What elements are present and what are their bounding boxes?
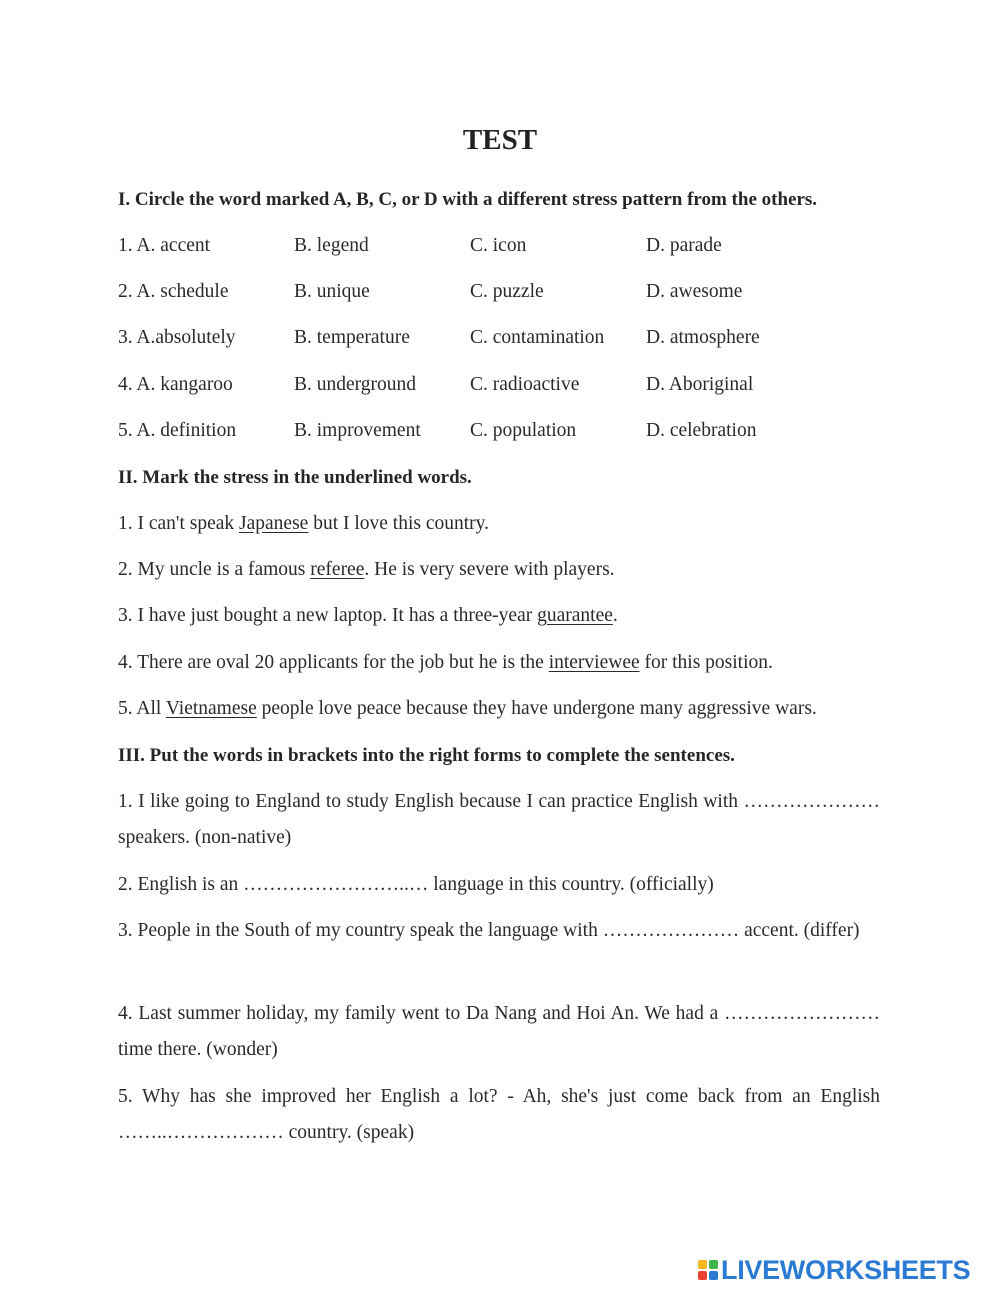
option-d: D. celebration [646,420,757,441]
sentence [118,559,615,581]
option-a: 3. A.absolutely [118,327,236,348]
exercise-sentence: 4. Last summer holiday, my family went to Da Nang and Hoi An. We had a …………………… time there. (wonder) [118,1003,880,1060]
liveworksheets-logo[interactable] [698,1254,970,1286]
sentence [118,698,817,720]
liveworksheets-logo-icon [698,1260,718,1280]
sentence [118,652,773,674]
option-a: 1. A. accent [118,235,211,256]
exercise-sentence: 1. I like going to England to study English because I can practice English with ………………… speakers. (non-native) [118,791,880,848]
exercise-sentence: 2. English is an ……………………..… language in this country. (officially) [118,874,714,895]
question-row [118,281,898,309]
option-c: C. contamination [470,327,605,348]
option-b: B. legend [294,235,369,256]
underlined-word: Vietnamese [165,698,257,719]
question-row [118,420,898,448]
option-c: C. radioactive [470,374,580,395]
underlined-word: referee [310,559,365,580]
question-row [118,327,898,355]
sentence [118,513,489,535]
option-b: B. temperature [294,327,410,348]
logo-text: LIVEWORKSHEETS [721,1254,971,1285]
sentence [118,605,618,627]
section-2-heading: II. Mark the stress in the underlined words. [118,467,472,488]
sentence-text: people love peace because they have undergone many aggressive wars. [256,698,817,719]
sentence-text: 1. I can't speak [118,513,240,534]
exercise-sentence: 3. People in the South of my country speak the language with ………………… accent. (differ) [118,920,860,941]
question-row [118,235,898,263]
underlined-word: guarantee [537,605,613,626]
section-3-heading: III. Put the words in brackets into the right forms to complete the sentences. [118,745,735,766]
option-b: B. improvement [294,420,421,441]
option-d: D. parade [646,235,722,256]
sentence-text: 3. I have just bought a new laptop. It has a three-year [118,605,538,626]
sentence-text: 4. There are oval 20 applicants for the job but he is the [118,652,549,673]
option-a: 2. A. schedule [118,281,229,302]
option-a: 4. A. kangaroo [118,374,233,395]
option-d: D. atmosphere [646,327,760,348]
option-b: B. unique [294,281,370,302]
page-title: TEST [462,124,538,156]
exercise-sentence: 5. Why has she improved her English a lot? - Ah, she's just come back from an English ……..……………… country. (speak) [118,1086,880,1143]
underlined-word: Japanese [239,513,309,534]
sentence-text: 5. All [118,698,166,719]
sentence-text: but I love this country. [308,513,490,534]
option-d: D. Aboriginal [646,374,754,395]
option-c: C. puzzle [470,281,544,302]
sentence-text: for this position. [639,652,773,673]
sentence-text: . He is very severe with players. [364,559,615,580]
sentence-text: 2. My uncle is a famous [118,559,311,580]
option-b: B. underground [294,374,417,395]
underlined-word: interviewee [548,652,640,673]
option-d: D. awesome [646,281,743,302]
option-c: C. icon [470,235,527,256]
sentence-text: . [612,605,618,626]
section-1-heading: I. Circle the word marked A, B, C, or D with a different stress pattern from the others. [118,189,818,210]
question-row [118,374,898,402]
option-a: 5. A. definition [118,420,237,441]
option-c: C. population [470,420,577,441]
